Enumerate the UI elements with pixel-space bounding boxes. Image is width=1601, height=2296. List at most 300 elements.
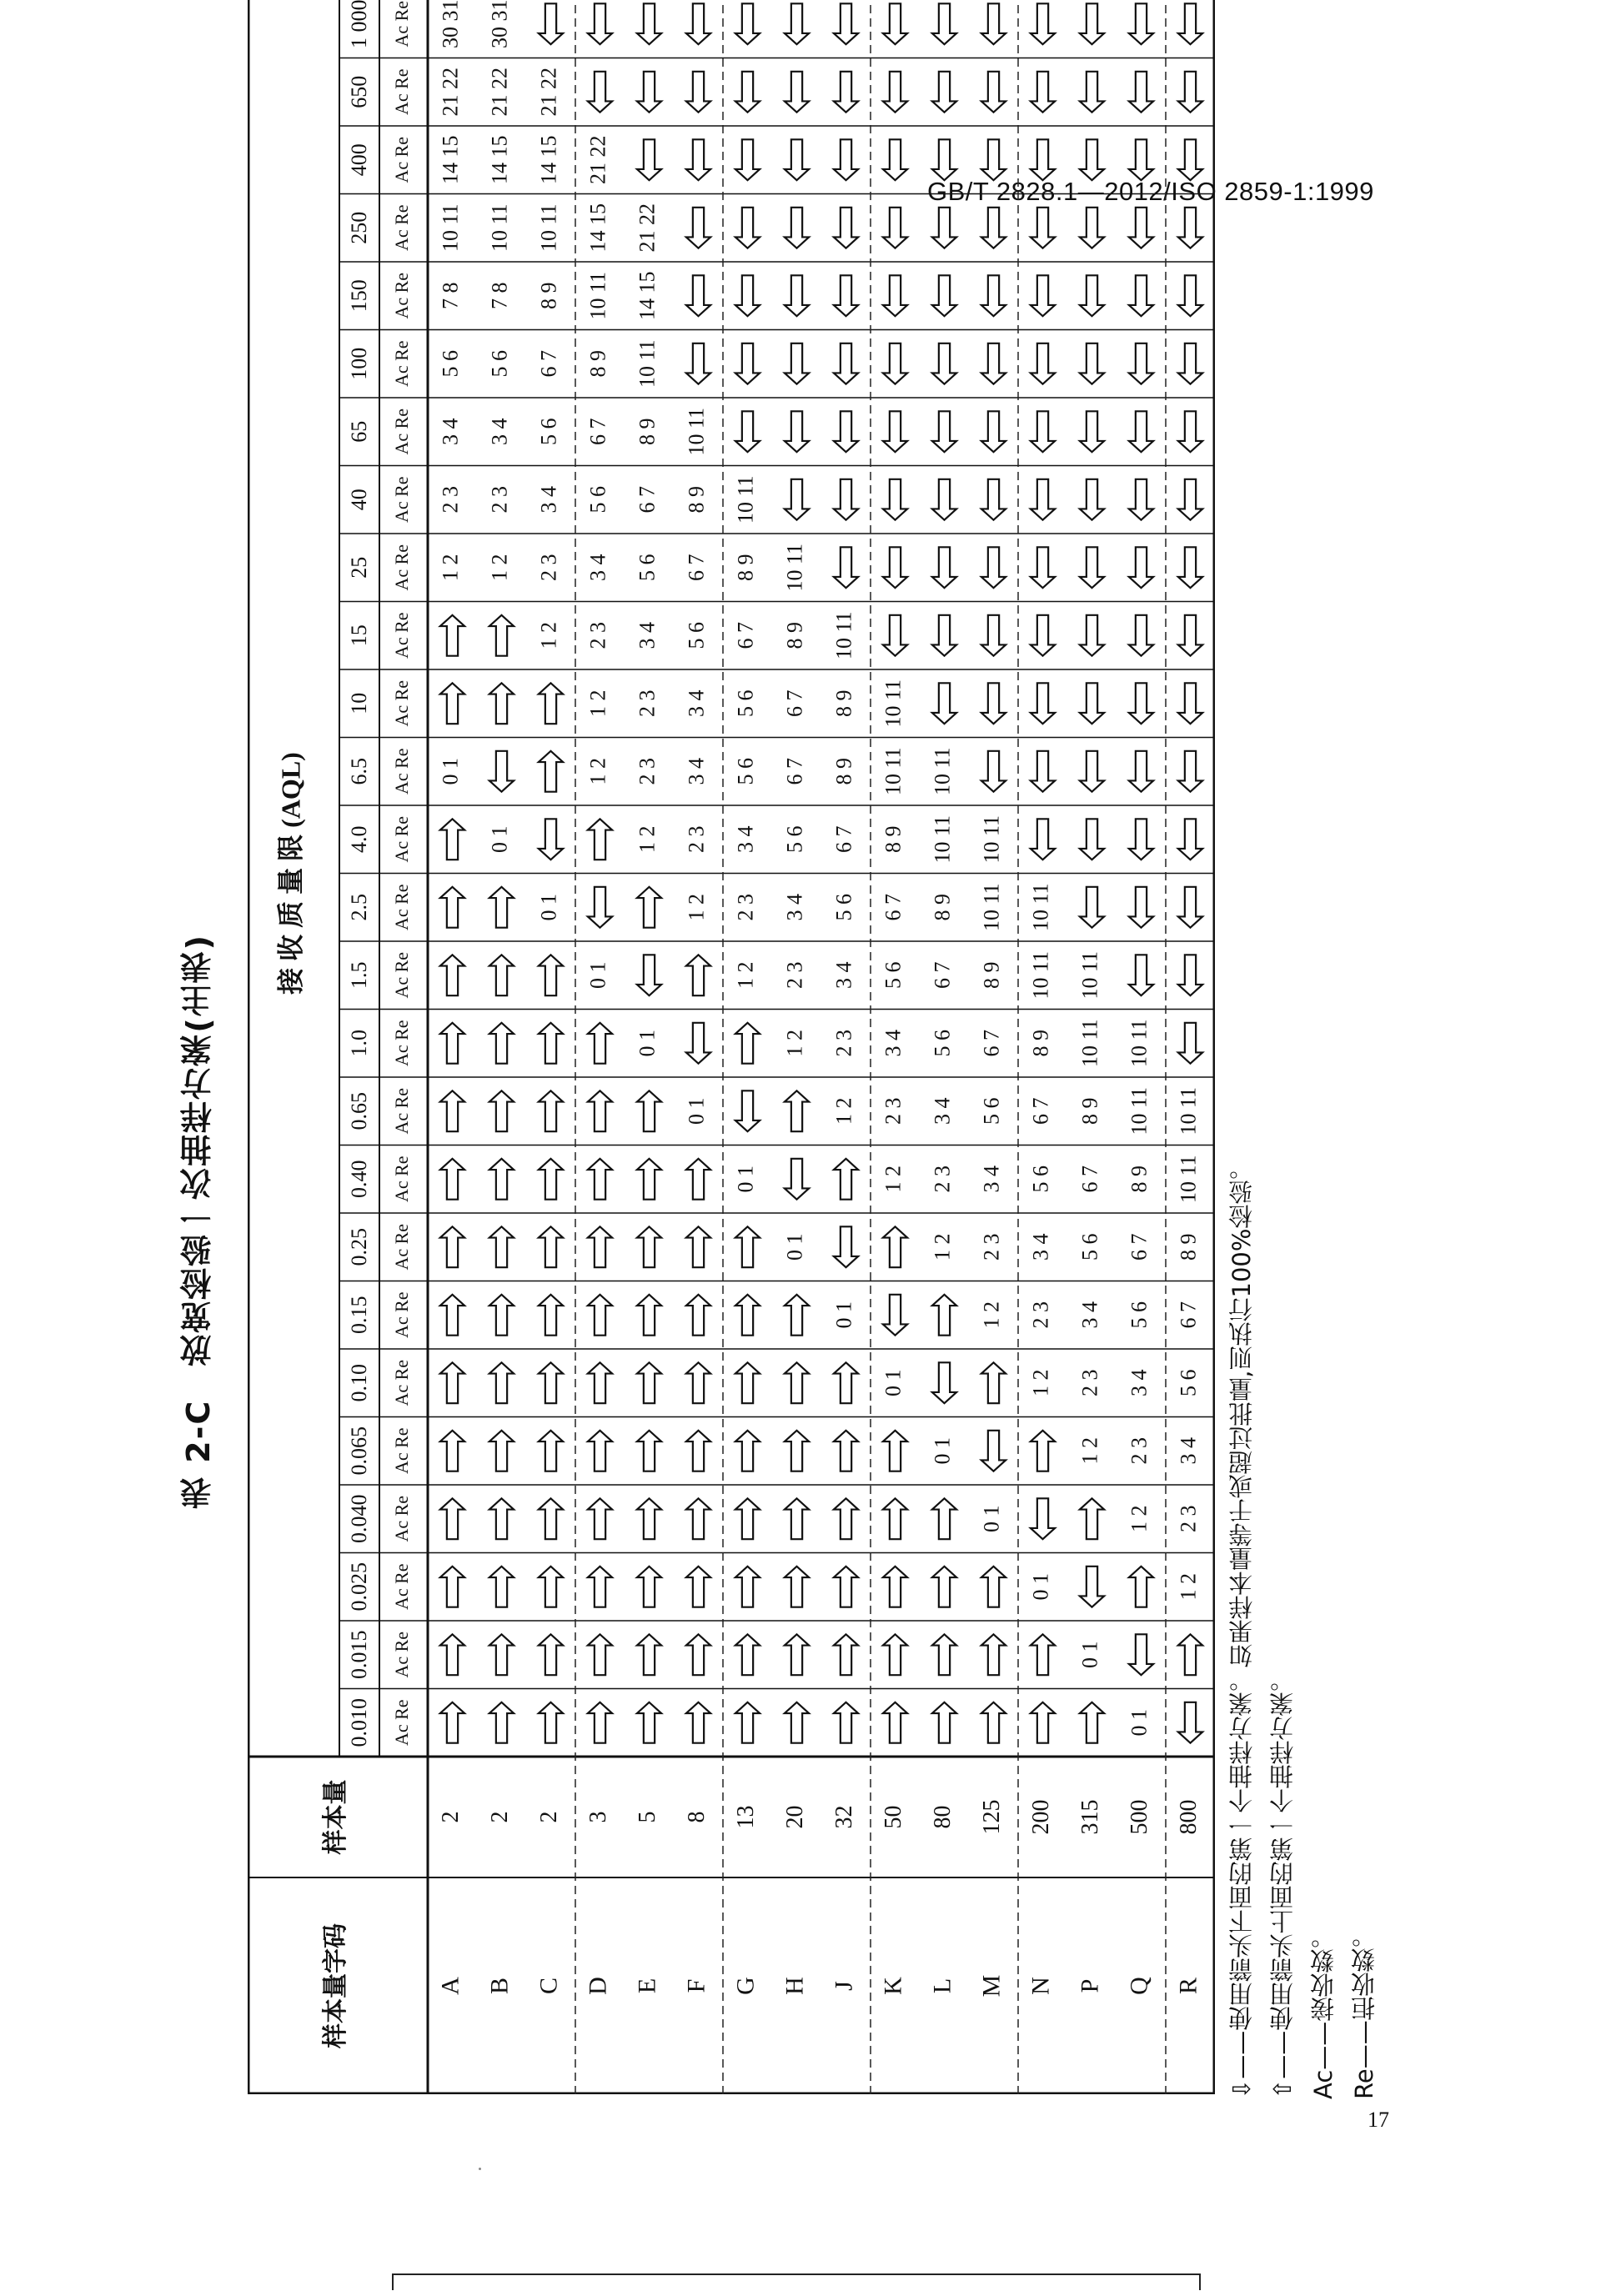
down-arrow-icon (588, 1702, 612, 1743)
down-arrow-icon (883, 1634, 907, 1675)
acre-label: Ac Re (391, 1156, 413, 1203)
acre-label: Ac Re (391, 951, 413, 999)
down-arrow-icon (489, 1159, 514, 1200)
ac-re-value: 1 2 (881, 1166, 906, 1193)
up-arrow-icon (981, 72, 1006, 113)
aql-value: 0.040 (346, 1494, 371, 1543)
up-arrow-icon (1031, 275, 1055, 316)
ac-re-value: 10 11 (536, 203, 561, 253)
up-arrow-icon (834, 208, 858, 248)
scan-speck (479, 2168, 481, 2170)
up-arrow-icon (1178, 343, 1202, 384)
aql-value: 0.65 (346, 1092, 371, 1130)
ac-re-value: 0 1 (1077, 1641, 1102, 1668)
aql-value: 650 (346, 75, 371, 108)
up-arrow-icon (1129, 751, 1153, 792)
down-arrow-icon (735, 1567, 760, 1607)
up-arrow-icon (686, 72, 710, 113)
sample-size: 20 (781, 1805, 808, 1829)
ac-re-value: 10 11 (1176, 1086, 1201, 1135)
ac-re-value: 1 2 (1127, 1505, 1152, 1532)
aql-value: 0.065 (346, 1426, 371, 1476)
ac-re-value: 3 4 (930, 1097, 955, 1125)
down-arrow-icon (539, 1498, 563, 1539)
down-arrow-icon (637, 1431, 661, 1471)
aql-value: 1.0 (346, 1030, 371, 1057)
down-arrow-icon (588, 1159, 612, 1200)
up-arrow-icon (981, 275, 1006, 316)
acre-label: Ac Re (391, 748, 413, 795)
ac-re-value: 1 2 (536, 622, 561, 649)
ac-re-value: 14 15 (536, 135, 561, 184)
ac-re-value: 2 3 (536, 554, 561, 581)
up-arrow-icon (932, 72, 956, 113)
ac-re-value: 3 4 (733, 825, 758, 853)
sample-code: A (436, 1977, 464, 1995)
up-arrow-icon (1080, 72, 1104, 113)
aql-value: 250 (346, 211, 371, 244)
ac-re-value: 5 6 (979, 1097, 1004, 1125)
up-arrow-icon (932, 615, 956, 656)
ac-re-value: 0 1 (733, 1166, 758, 1193)
up-arrow-icon (1178, 208, 1202, 248)
down-arrow-icon (637, 1159, 661, 1200)
up-arrow-icon (1031, 683, 1055, 724)
down-arrow-icon (981, 1702, 1006, 1743)
sample-code: F (682, 1978, 710, 1993)
ac-re-value: 2 3 (733, 894, 758, 921)
sample-code: E (633, 1978, 661, 1994)
up-arrow-icon (588, 887, 612, 928)
ac-re-value: 8 9 (684, 486, 709, 514)
up-arrow-icon (981, 3, 1006, 44)
down-arrow-icon (883, 1431, 907, 1471)
ac-re-value: 3 4 (1028, 1233, 1053, 1261)
down-arrow-icon (539, 1159, 563, 1200)
up-arrow-icon (1129, 955, 1153, 995)
ac-re-value: 0 1 (1127, 1709, 1152, 1737)
ac-re-value: 0 1 (684, 1097, 709, 1125)
ac-re-value: 3 4 (684, 758, 709, 785)
up-arrow-icon (735, 343, 760, 384)
sample-size: 2 (535, 1811, 562, 1823)
down-arrow-icon (785, 1498, 809, 1539)
ac-re-value: 1 2 (585, 758, 610, 785)
page-number: 17 (1368, 2108, 1389, 2132)
down-arrow-icon (735, 1702, 760, 1743)
down-arrow-icon (932, 1295, 956, 1336)
up-arrow-icon (834, 547, 858, 588)
up-arrow-icon (588, 3, 612, 44)
acre-label: Ac Re (391, 679, 413, 727)
up-arrow-icon (686, 208, 710, 248)
up-arrow-icon (1129, 343, 1153, 384)
up-arrow-icon (1031, 139, 1055, 180)
ac-re-value: 2 3 (1176, 1505, 1201, 1532)
ac-re-value: 8 9 (1127, 1166, 1152, 1193)
up-arrow-icon (1129, 411, 1153, 452)
down-arrow-icon (440, 1431, 464, 1471)
up-arrow-icon (539, 3, 563, 44)
up-arrow-icon (735, 411, 760, 452)
ac-re-value: 8 9 (536, 282, 561, 309)
up-arrow-icon (883, 1295, 907, 1336)
rotated-table-container (248, 0, 1215, 2094)
up-arrow-icon (637, 72, 661, 113)
up-arrow-icon (981, 479, 1006, 520)
up-arrow-icon (1031, 479, 1055, 520)
acre-label: Ac Re (391, 272, 413, 319)
aql-value: 65 (346, 420, 371, 443)
ac-re-value: 5 6 (881, 961, 906, 989)
ac-re-value: 1 2 (487, 554, 512, 581)
down-arrow-icon (588, 1226, 612, 1267)
up-arrow-icon (735, 208, 760, 248)
ac-re-value: 2 3 (635, 689, 660, 717)
ac-re-value: 8 9 (1176, 1233, 1201, 1261)
down-arrow-icon (489, 887, 514, 928)
down-arrow-icon (588, 1090, 612, 1131)
up-arrow-icon (1178, 1702, 1202, 1743)
up-arrow-icon (1080, 411, 1104, 452)
up-arrow-icon (1129, 3, 1153, 44)
up-arrow-icon (785, 343, 809, 384)
ac-re-value: 2 3 (1077, 1369, 1102, 1396)
down-arrow-icon (440, 1090, 464, 1131)
ac-re-value: 6 7 (635, 486, 660, 514)
down-arrow-icon (440, 887, 464, 928)
ac-re-value: 10 11 (733, 475, 758, 524)
down-arrow-icon (637, 1226, 661, 1267)
up-arrow-icon (834, 275, 858, 316)
ac-re-value: 6 7 (930, 961, 955, 989)
ac-re-value: 6 7 (536, 350, 561, 378)
up-arrow-icon (1178, 479, 1202, 520)
down-arrow-icon (489, 1702, 514, 1743)
down-arrow-icon (686, 1702, 710, 1743)
acre-label: Ac Re (391, 1359, 413, 1406)
aql-value: 2.5 (346, 894, 371, 921)
up-arrow-icon (1129, 479, 1153, 520)
ac-re-value: 2 3 (1028, 1301, 1053, 1329)
ac-re-value: 8 9 (881, 825, 906, 853)
ac-re-value: 14 15 (635, 271, 660, 320)
down-arrow-icon (686, 1295, 710, 1336)
ac-re-value: 10 11 (1176, 1155, 1201, 1204)
up-arrow-icon (637, 955, 661, 995)
down-arrow-icon (440, 1567, 464, 1607)
down-arrow-icon (932, 1567, 956, 1607)
down-arrow-icon (1178, 1634, 1202, 1675)
sample-size: 315 (1077, 1799, 1103, 1835)
ac-re-value: 3 4 (438, 418, 463, 445)
ac-re-value: 1 2 (438, 554, 463, 581)
up-arrow-icon (1129, 72, 1153, 113)
ac-re-value: 10 11 (684, 407, 709, 456)
aql-value: 400 (346, 143, 371, 177)
up-arrow-icon (539, 819, 563, 860)
up-arrow-icon (1080, 3, 1104, 44)
up-arrow-icon (735, 275, 760, 316)
up-arrow-icon (1178, 3, 1202, 44)
ac-re-value: 10 11 (1077, 950, 1102, 1000)
ac-re-value: 21 22 (438, 68, 463, 117)
down-arrow-icon (440, 1023, 464, 1064)
down-arrow-icon (588, 1634, 612, 1675)
ac-re-value: 10 11 (487, 203, 512, 253)
ac-re-value: 6 7 (782, 758, 807, 785)
up-arrow-icon (785, 1159, 809, 1200)
up-arrow-icon (1031, 1498, 1055, 1539)
up-arrow-icon (588, 72, 612, 113)
up-arrow-icon (735, 139, 760, 180)
sample-size: 80 (929, 1805, 956, 1829)
ac-re-value: 1 2 (930, 1233, 955, 1261)
ac-re-value: 1 2 (635, 825, 660, 853)
up-arrow-icon (1080, 751, 1104, 792)
down-arrow-icon (834, 1362, 858, 1403)
up-arrow-icon (1080, 343, 1104, 384)
down-arrow-icon (637, 1295, 661, 1336)
ac-re-value: 10 11 (438, 203, 463, 253)
aql-value: 40 (346, 489, 371, 511)
up-arrow-icon (785, 139, 809, 180)
down-arrow-icon (489, 1498, 514, 1539)
sample-size: 2 (437, 1811, 464, 1823)
table-title: 表 2-C 放宽检验一次抽样方案(主表) (180, 934, 217, 1510)
down-arrow-icon (489, 1226, 514, 1267)
down-arrow-icon (735, 1023, 760, 1064)
up-arrow-icon (1031, 72, 1055, 113)
down-arrow-icon (686, 1567, 710, 1607)
ac-re-value: 5 6 (733, 758, 758, 785)
down-arrow-icon (489, 1567, 514, 1607)
down-arrow-icon (834, 1159, 858, 1200)
down-arrow-icon (539, 1295, 563, 1336)
up-arrow-icon (1129, 683, 1153, 724)
up-arrow-icon (785, 72, 809, 113)
down-arrow-icon (440, 1159, 464, 1200)
up-arrow-icon (981, 411, 1006, 452)
aql-value: 0.15 (346, 1296, 371, 1334)
down-arrow-icon (1031, 1702, 1055, 1743)
sample-code: R (1174, 1977, 1202, 1995)
sample-size: 50 (880, 1805, 906, 1829)
aql-value: 4.0 (346, 825, 371, 853)
up-arrow-icon (834, 139, 858, 180)
down-arrow-icon (440, 1295, 464, 1336)
down-arrow-icon (932, 1702, 956, 1743)
down-arrow-icon (539, 683, 563, 724)
ac-re-value: 21 22 (585, 135, 610, 184)
ac-re-value: 21 22 (635, 203, 660, 253)
ac-re-value: 14 15 (585, 203, 610, 253)
acre-label: Ac Re (391, 1020, 413, 1067)
ac-re-value: 5 6 (1077, 1233, 1102, 1261)
ac-re-value: 5 6 (733, 689, 758, 717)
up-arrow-icon (883, 139, 907, 180)
aql-value: 1.5 (346, 961, 371, 989)
ac-re-value: 5 6 (831, 894, 856, 921)
ac-re-value: 10 11 (831, 611, 856, 660)
up-arrow-icon (932, 3, 956, 44)
ac-re-value: 6 7 (1077, 1166, 1102, 1193)
up-arrow-icon (981, 208, 1006, 248)
down-arrow-icon (440, 1498, 464, 1539)
up-arrow-icon (686, 343, 710, 384)
up-arrow-icon (883, 275, 907, 316)
down-arrow-icon (489, 1362, 514, 1403)
down-arrow-icon (1031, 1431, 1055, 1471)
down-arrow-icon (440, 683, 464, 724)
aql-value: 0.25 (346, 1228, 371, 1266)
up-arrow-icon (1178, 72, 1202, 113)
up-arrow-icon (1178, 1023, 1202, 1064)
ac-re-value: 0 1 (881, 1369, 906, 1396)
ac-re-value: 10 11 (881, 679, 906, 728)
ac-re-value: 10 11 (881, 747, 906, 796)
up-arrow-icon (1080, 887, 1104, 928)
up-arrow-icon (1129, 139, 1153, 180)
aql-value: 6.5 (346, 758, 371, 785)
ac-re-value: 2 3 (979, 1233, 1004, 1261)
aql-value: 0.10 (346, 1364, 371, 1402)
header-sample-code: 样本量字码 (321, 1923, 349, 2048)
ac-re-value: 3 4 (831, 961, 856, 989)
up-arrow-icon (834, 343, 858, 384)
ac-re-value: 3 4 (1176, 1437, 1201, 1465)
acre-label: Ac Re (391, 136, 413, 183)
ac-re-value: 6 7 (831, 825, 856, 853)
ac-re-value: 8 9 (831, 689, 856, 717)
up-arrow-icon (883, 343, 907, 384)
down-arrow-icon (440, 955, 464, 995)
ac-re-value: 21 22 (536, 68, 561, 117)
legend-ac: Ac——接收数。 (1309, 1924, 1338, 2099)
ac-re-value: 2 3 (438, 486, 463, 514)
aql-value: 0.40 (346, 1160, 371, 1198)
down-arrow-icon (440, 1362, 464, 1403)
up-arrow-icon (1031, 751, 1055, 792)
sample-size: 500 (1126, 1799, 1152, 1835)
up-arrow-icon (883, 208, 907, 248)
up-arrow-icon (981, 683, 1006, 724)
down-arrow-icon (489, 955, 514, 995)
up-arrow-icon (686, 3, 710, 44)
up-arrow-icon (785, 208, 809, 248)
ac-re-value: 1 2 (1176, 1573, 1201, 1601)
up-arrow-icon (834, 1226, 858, 1267)
down-arrow-icon (932, 1634, 956, 1675)
aql-value: 15 (346, 624, 371, 647)
up-arrow-icon (981, 751, 1006, 792)
down-arrow-icon (588, 1498, 612, 1539)
up-arrow-icon (834, 411, 858, 452)
up-arrow-icon (1178, 275, 1202, 316)
sample-size: 8 (683, 1811, 710, 1823)
sample-size: 800 (1175, 1799, 1202, 1835)
ac-re-value: 2 3 (487, 486, 512, 514)
ac-re-value: 1 2 (979, 1301, 1004, 1329)
down-arrow-icon (637, 1634, 661, 1675)
ac-re-value: 6 7 (1028, 1097, 1053, 1125)
ac-re-value: 6 7 (979, 1030, 1004, 1057)
down-arrow-icon (588, 819, 612, 860)
up-arrow-icon (932, 683, 956, 724)
up-arrow-icon (932, 343, 956, 384)
down-arrow-icon (981, 1362, 1006, 1403)
ac-re-value: 7 8 (487, 282, 512, 309)
up-arrow-icon (735, 3, 760, 44)
down-arrow-icon (440, 819, 464, 860)
down-arrow-icon (735, 1498, 760, 1539)
sample-size: 2 (486, 1811, 513, 1823)
up-arrow-icon (785, 275, 809, 316)
ac-re-value: 21 22 (487, 68, 512, 117)
ac-re-value: 14 15 (438, 135, 463, 184)
ac-re-value: 30 31 (438, 0, 463, 48)
down-arrow-icon (785, 1634, 809, 1675)
down-arrow-icon (539, 955, 563, 995)
up-arrow-icon (883, 547, 907, 588)
sample-code: G (731, 1977, 760, 1995)
down-arrow-icon (785, 1362, 809, 1403)
sample-size: 200 (1027, 1799, 1054, 1835)
acre-label: Ac Re (391, 1427, 413, 1475)
down-arrow-icon (686, 955, 710, 995)
ac-re-value: 2 3 (635, 758, 660, 785)
ac-re-value: 0 1 (831, 1301, 856, 1329)
ac-re-value: 10 11 (635, 339, 660, 389)
ac-re-value: 10 11 (1127, 1019, 1152, 1068)
ac-re-value: 3 4 (1127, 1369, 1152, 1396)
acre-label: Ac Re (391, 612, 413, 659)
sample-code: P (1076, 1978, 1104, 1993)
aql-value: 150 (346, 279, 371, 313)
up-arrow-icon (1178, 615, 1202, 656)
down-arrow-icon (489, 1023, 514, 1064)
aql-value: 0.010 (346, 1698, 371, 1747)
ac-re-value: 8 9 (585, 350, 610, 378)
down-arrow-icon (489, 615, 514, 656)
acre-label: Ac Re (391, 1495, 413, 1542)
acre-label: Ac Re (391, 408, 413, 455)
ac-re-value: 8 9 (979, 961, 1004, 989)
ac-re-value: 5 6 (1127, 1301, 1152, 1329)
acre-label: Ac Re (391, 1087, 413, 1135)
up-arrow-icon (981, 1431, 1006, 1471)
ac-re-value: 10 11 (979, 815, 1004, 864)
sampling-table (248, 0, 1215, 2094)
down-arrow-icon (489, 1431, 514, 1471)
down-arrow-icon (539, 1634, 563, 1675)
ac-re-value: 14 15 (487, 135, 512, 184)
down-arrow-icon (539, 1702, 563, 1743)
down-arrow-icon (735, 1295, 760, 1336)
down-arrow-icon (440, 1702, 464, 1743)
down-arrow-icon (539, 1226, 563, 1267)
down-arrow-icon (588, 1295, 612, 1336)
up-arrow-icon (1129, 208, 1153, 248)
up-arrow-icon (1178, 683, 1202, 724)
aql-value: 0.025 (346, 1562, 371, 1612)
ac-re-value: 2 3 (1127, 1437, 1152, 1465)
aql-value: 100 (346, 347, 371, 380)
sample-code: B (485, 1977, 514, 1995)
ac-re-value: 8 9 (930, 894, 955, 921)
ac-re-value: 6 7 (733, 622, 758, 649)
down-arrow-icon (981, 1567, 1006, 1607)
